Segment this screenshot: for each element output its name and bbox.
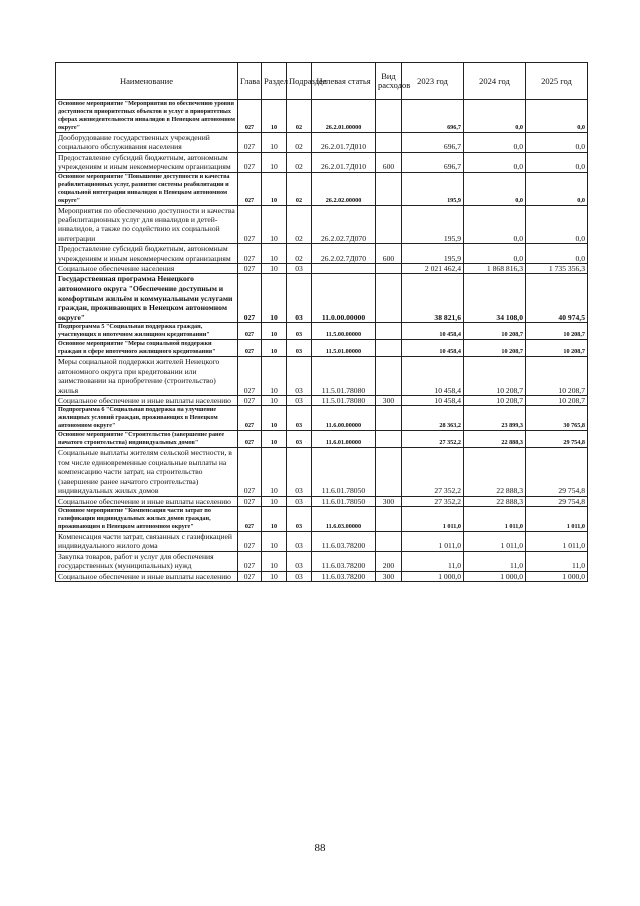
table-row — [56, 396, 588, 406]
cell-vid — [376, 274, 402, 323]
cell-2025: 10 208,7 — [526, 340, 588, 357]
cell-2024: 0,0 — [464, 152, 526, 172]
cell-podrazdel: 02 — [287, 133, 312, 153]
cell-name: Закупка товаров, работ и услуг для обеспечения государственных (муниципальных) нужд — [56, 551, 238, 571]
cell-name: Мероприятия по обеспечению доступности и качества реабилитационных услуг для инвалидов и детей-инвалидов, а также по содействию их социальной интеграции — [56, 205, 238, 244]
cell-target: 11.6.01.00000 — [312, 431, 376, 448]
cell-glava: 027 — [238, 406, 262, 431]
cell-2025: 40 974,5 — [526, 274, 588, 323]
cell-target — [312, 264, 376, 274]
cell-2023: 696,7 — [402, 152, 464, 172]
header-razdel: Раздел — [262, 63, 287, 100]
cell-2024: 0,0 — [464, 172, 526, 205]
cell-razdel: 10 — [262, 323, 287, 340]
cell-vid: 300 — [376, 571, 402, 581]
cell-name: Меры социальной поддержки жителей Ненецкого автономного округа при кредитовании или заимствовании на приобретение (строительство) жилья — [56, 357, 238, 396]
cell-razdel: 10 — [262, 396, 287, 406]
cell-name: Основное мероприятие "Компенсация части затрат по газификации индивидуальных жилых домов граждан, проживающим в Ненецком автономном округе" — [56, 506, 238, 531]
cell-name: Предоставление субсидий бюджетным, автономным учреждениям и иным некоммерческим организациям — [56, 244, 238, 264]
cell-2024: 10 208,7 — [464, 323, 526, 340]
cell-vid — [376, 531, 402, 551]
cell-razdel: 10 — [262, 264, 287, 274]
cell-name: Основное мероприятие "Строительство (завершение ранее начатого строительства) индивидуальных домов" — [56, 431, 238, 448]
cell-2024: 0,0 — [464, 244, 526, 264]
cell-target: 11.6.01.78050 — [312, 496, 376, 506]
table-row — [56, 496, 588, 506]
cell-razdel: 10 — [262, 531, 287, 551]
cell-target: 11.6.03.00000 — [312, 506, 376, 531]
cell-2024: 1 000,0 — [464, 571, 526, 581]
cell-razdel: 10 — [262, 551, 287, 571]
cell-2024: 11,0 — [464, 551, 526, 571]
budget-table — [55, 62, 588, 582]
cell-podrazdel: 02 — [287, 205, 312, 244]
cell-glava: 027 — [238, 431, 262, 448]
cell-vid — [376, 506, 402, 531]
cell-glava: 027 — [238, 396, 262, 406]
table-row — [56, 431, 588, 448]
cell-target: 11.6.03.78200 — [312, 531, 376, 551]
cell-razdel: 10 — [262, 100, 287, 133]
cell-name: Социальные выплаты жителям сельской местности, в том числе единовременные социальные выплаты на компенсацию части затрат, на строительство (завершение ранее начатого строительства) индивидуальных жилых домов — [56, 448, 238, 496]
cell-vid — [376, 357, 402, 396]
cell-podrazdel: 03 — [287, 571, 312, 581]
cell-target: 11.6.03.78200 — [312, 571, 376, 581]
cell-2023: 38 821,6 — [402, 274, 464, 323]
cell-2024: 10 208,7 — [464, 396, 526, 406]
cell-razdel: 10 — [262, 205, 287, 244]
cell-glava: 027 — [238, 357, 262, 396]
cell-razdel: 10 — [262, 431, 287, 448]
cell-name: Дооборудование государственных учреждений социального обслуживания населения — [56, 133, 238, 153]
header-2025: 2025 год — [526, 63, 588, 100]
cell-name: Социальное обеспечение и иные выплаты населению — [56, 571, 238, 581]
cell-2023: 195,9 — [402, 244, 464, 264]
cell-2023: 10 458,4 — [402, 323, 464, 340]
cell-glava: 027 — [238, 274, 262, 323]
cell-2024: 10 208,7 — [464, 357, 526, 396]
cell-podrazdel: 03 — [287, 274, 312, 323]
cell-glava: 027 — [238, 531, 262, 551]
cell-2023: 696,7 — [402, 100, 464, 133]
cell-2025: 0,0 — [526, 133, 588, 153]
cell-podrazdel: 03 — [287, 357, 312, 396]
cell-target: 26.2.02.00000 — [312, 172, 376, 205]
cell-2025: 0,0 — [526, 244, 588, 264]
cell-2023: 11,0 — [402, 551, 464, 571]
table-row — [56, 406, 588, 431]
cell-2024: 10 208,7 — [464, 340, 526, 357]
cell-glava: 027 — [238, 448, 262, 496]
cell-vid — [376, 100, 402, 133]
cell-podrazdel: 03 — [287, 406, 312, 431]
cell-razdel: 10 — [262, 406, 287, 431]
cell-glava: 027 — [238, 172, 262, 205]
table-body — [56, 100, 588, 582]
cell-vid — [376, 323, 402, 340]
cell-podrazdel: 03 — [287, 506, 312, 531]
cell-2024: 0,0 — [464, 133, 526, 153]
cell-podrazdel: 03 — [287, 551, 312, 571]
table-row — [56, 172, 588, 205]
cell-glava: 027 — [238, 264, 262, 274]
cell-2024: 1 868 816,3 — [464, 264, 526, 274]
cell-name: Основное мероприятие "Повышение доступности и качества реабилитационных услуг, развитие системы реабилитации и социальной интеграции инвалидов в Ненецком автономном округе" — [56, 172, 238, 205]
cell-name: Основное мероприятие "Меры социальной поддержки граждан в сфере ипотечного жилищного кредитования" — [56, 340, 238, 357]
table-row — [56, 551, 588, 571]
cell-2023: 1 011,0 — [402, 506, 464, 531]
cell-razdel: 10 — [262, 496, 287, 506]
cell-podrazdel: 03 — [287, 340, 312, 357]
table-row — [56, 448, 588, 496]
header-2024: 2024 год — [464, 63, 526, 100]
cell-2025: 1 011,0 — [526, 531, 588, 551]
cell-target: 11.5.00.00000 — [312, 323, 376, 340]
cell-podrazdel: 03 — [287, 431, 312, 448]
cell-podrazdel: 02 — [287, 244, 312, 264]
cell-vid — [376, 172, 402, 205]
cell-target: 11.0.00.00000 — [312, 274, 376, 323]
cell-2025: 1 011,0 — [526, 506, 588, 531]
cell-2025: 30 765,8 — [526, 406, 588, 431]
cell-target: 11.5.01.78080 — [312, 396, 376, 406]
header-podrazdel: Подраздел — [287, 63, 312, 100]
cell-2023: 28 363,2 — [402, 406, 464, 431]
cell-podrazdel: 02 — [287, 172, 312, 205]
cell-name: Социальное обеспечение населения — [56, 264, 238, 274]
cell-2025: 10 208,7 — [526, 357, 588, 396]
table-row — [56, 205, 588, 244]
cell-vid — [376, 448, 402, 496]
cell-glava: 027 — [238, 244, 262, 264]
cell-glava: 027 — [238, 205, 262, 244]
cell-vid: 300 — [376, 496, 402, 506]
cell-glava: 027 — [238, 506, 262, 531]
cell-razdel: 10 — [262, 448, 287, 496]
cell-2023: 2 021 462,4 — [402, 264, 464, 274]
cell-vid: 200 — [376, 551, 402, 571]
header-target: Целевая статья — [312, 63, 376, 100]
cell-name: Предоставление субсидий бюджетным, автономным учреждениям и иным некоммерческим организациям — [56, 152, 238, 172]
cell-target: 26.2.02.7Д070 — [312, 205, 376, 244]
table-row — [56, 274, 588, 323]
cell-podrazdel: 03 — [287, 496, 312, 506]
cell-razdel: 10 — [262, 357, 287, 396]
cell-2024: 0,0 — [464, 205, 526, 244]
cell-target: 26.2.02.7Д070 — [312, 244, 376, 264]
cell-podrazdel: 02 — [287, 100, 312, 133]
cell-razdel: 10 — [262, 172, 287, 205]
header-name: Наименование — [56, 63, 238, 100]
cell-vid — [376, 205, 402, 244]
cell-razdel: 10 — [262, 152, 287, 172]
cell-glava: 027 — [238, 340, 262, 357]
table-header-row — [56, 63, 588, 100]
cell-2023: 10 458,4 — [402, 340, 464, 357]
cell-2023: 195,9 — [402, 172, 464, 205]
table-row — [56, 244, 588, 264]
cell-2023: 696,7 — [402, 133, 464, 153]
cell-target: 11.6.01.78050 — [312, 448, 376, 496]
cell-vid — [376, 340, 402, 357]
cell-target: 26.2.01.00000 — [312, 100, 376, 133]
cell-2024: 1 011,0 — [464, 506, 526, 531]
cell-2023: 1 000,0 — [402, 571, 464, 581]
cell-glava: 027 — [238, 496, 262, 506]
cell-name: Основное мероприятие "Мероприятия по обеспечению уровня доступности приоритетных объектов и услуг в приоритетных сферах жизнедеятельности инвалидов в Ненецком автономном округе" — [56, 100, 238, 133]
cell-2025: 10 208,7 — [526, 396, 588, 406]
cell-name: Государственная программа Ненецкого автономного округа "Обеспечение доступным и комфортным жильём и коммунальными услугами граждан, проживающих в Ненецком автономном округе" — [56, 274, 238, 323]
cell-vid — [376, 406, 402, 431]
cell-target: 11.5.01.78080 — [312, 357, 376, 396]
cell-vid: 600 — [376, 244, 402, 264]
cell-name: Социальное обеспечение и иные выплаты населению — [56, 396, 238, 406]
cell-2025: 1 735 356,3 — [526, 264, 588, 274]
table-row — [56, 531, 588, 551]
cell-name: Подпрограмма 5 "Социальная поддержка граждан, участвующих в ипотечном жилищном кредитовании" — [56, 323, 238, 340]
cell-glava: 027 — [238, 323, 262, 340]
cell-2025: 29 754,8 — [526, 431, 588, 448]
cell-2023: 1 011,0 — [402, 531, 464, 551]
cell-2025: 0,0 — [526, 152, 588, 172]
cell-2025: 29 754,8 — [526, 448, 588, 496]
cell-glava: 027 — [238, 152, 262, 172]
cell-2025: 10 208,7 — [526, 323, 588, 340]
cell-vid: 300 — [376, 396, 402, 406]
cell-razdel: 10 — [262, 571, 287, 581]
cell-podrazdel: 03 — [287, 264, 312, 274]
table-row — [56, 506, 588, 531]
cell-razdel: 10 — [262, 133, 287, 153]
cell-2024: 22 888,3 — [464, 448, 526, 496]
cell-2023: 27 352,2 — [402, 448, 464, 496]
cell-vid — [376, 264, 402, 274]
cell-2025: 0,0 — [526, 172, 588, 205]
cell-2024: 34 108,0 — [464, 274, 526, 323]
cell-2024: 22 888,3 — [464, 431, 526, 448]
cell-name: Подпрограмма 6 "Социальная поддержка на улучшение жилищных условий граждан, проживающих в Ненецком автономном округе" — [56, 406, 238, 431]
cell-name: Компенсация части затрат, связанных с газификацией индивидуального жилого дома — [56, 531, 238, 551]
cell-2025: 1 000,0 — [526, 571, 588, 581]
cell-podrazdel: 03 — [287, 323, 312, 340]
cell-target: 11.5.01.00000 — [312, 340, 376, 357]
cell-vid: 600 — [376, 152, 402, 172]
cell-vid — [376, 431, 402, 448]
cell-2024: 0,0 — [464, 100, 526, 133]
page-number: 88 — [314, 842, 326, 854]
table-row — [56, 571, 588, 581]
cell-2023: 10 458,4 — [402, 357, 464, 396]
cell-2025: 11,0 — [526, 551, 588, 571]
cell-podrazdel: 03 — [287, 531, 312, 551]
cell-razdel: 10 — [262, 244, 287, 264]
table-row — [56, 357, 588, 396]
cell-2023: 195,9 — [402, 205, 464, 244]
header-2023: 2023 год — [402, 63, 464, 100]
cell-razdel: 10 — [262, 274, 287, 323]
cell-2025: 29 754,8 — [526, 496, 588, 506]
cell-2023: 27 352,2 — [402, 431, 464, 448]
cell-razdel: 10 — [262, 506, 287, 531]
header-glava: Глава — [238, 63, 262, 100]
cell-target: 26.2.01.7Д010 — [312, 133, 376, 153]
cell-podrazdel: 03 — [287, 448, 312, 496]
cell-glava: 027 — [238, 133, 262, 153]
cell-2024: 22 888,3 — [464, 496, 526, 506]
cell-target: 11.6.00.00000 — [312, 406, 376, 431]
cell-2024: 1 011,0 — [464, 531, 526, 551]
cell-podrazdel: 02 — [287, 152, 312, 172]
cell-podrazdel: 03 — [287, 396, 312, 406]
cell-glava: 027 — [238, 100, 262, 133]
table-row — [56, 264, 588, 274]
header-vid: Вид расходов — [376, 63, 402, 100]
table-row — [56, 152, 588, 172]
table-row — [56, 133, 588, 153]
cell-2024: 23 899,3 — [464, 406, 526, 431]
cell-2023: 27 352,2 — [402, 496, 464, 506]
table-row — [56, 323, 588, 340]
cell-target: 26.2.01.7Д010 — [312, 152, 376, 172]
cell-vid — [376, 133, 402, 153]
cell-target: 11.6.03.78200 — [312, 551, 376, 571]
cell-glava: 027 — [238, 551, 262, 571]
cell-2025: 0,0 — [526, 205, 588, 244]
table-row — [56, 340, 588, 357]
cell-glava: 027 — [238, 571, 262, 581]
cell-2023: 10 458,4 — [402, 396, 464, 406]
table-row — [56, 100, 588, 133]
cell-name: Социальное обеспечение и иные выплаты населению — [56, 496, 238, 506]
cell-2025: 0,0 — [526, 100, 588, 133]
cell-razdel: 10 — [262, 340, 287, 357]
